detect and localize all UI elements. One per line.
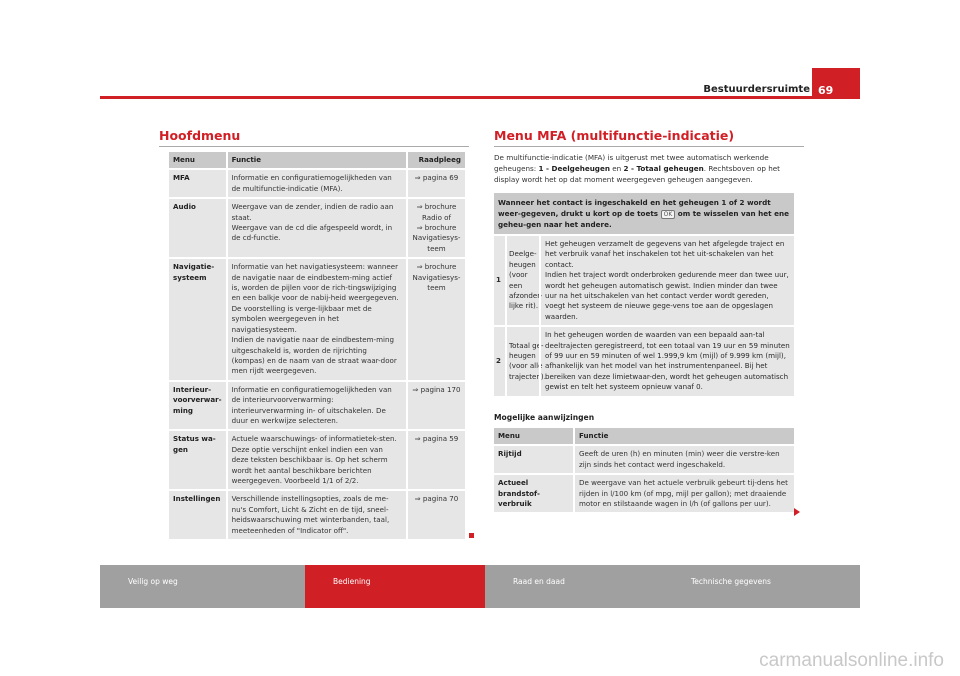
page-number: 69 <box>812 68 860 99</box>
memory-description: Het geheugen verzamelt de gegevens van het afgelegde traject en het verbruik vanaf het inschakelen tot het uit-schakelen van het contact. Indien het traject wordt onderbroken gedurende meer dan twee uur, wordt het geheugen automatisch gewist. Indien minder dan twee uur na het uitschakelen van het contact verder wordt gereden, voegt het systeem de nieuwe gege-vens toe aan de opgeslagen waarden. <box>539 236 794 325</box>
column-header-menu: Menu <box>169 152 227 169</box>
continue-arrow-icon <box>794 508 800 516</box>
memory-name: Deelge- heugen (voor een afzonder-lijke rit). <box>505 236 539 325</box>
column-header-functie: Functie <box>227 152 407 169</box>
watermark: carmanualsonline.info <box>759 650 944 671</box>
cell-functie: Geeft de uren (h) en minuten (min) weer die verstre-ken zijn sinds het contact werd ingeschakeld. <box>574 445 794 474</box>
page-header-title: Bestuurdersruimte <box>703 84 810 95</box>
memory-1-term: 1 - Deelgeheugen <box>538 164 610 173</box>
footer-tab-raad-en-daad[interactable]: Raad en daad <box>485 565 663 608</box>
cell-functie: Actuele waarschuwings- of informatietek-sten. Deze optie verschijnt enkel indien een van deze teksten beschikbaar is. Op het scherm wordt het aantal beschikbare berichten weergegeven. Voorbeeld 1/1 of 2/2. <box>227 430 407 490</box>
cell-menu: Rijtijd <box>494 445 574 474</box>
header-text: Wanneer het contact is ingeschakeld en het geheugen 1 of 2 wordt weer-gegeven, drukt u kort op de toets <box>498 198 771 218</box>
cell-functie: Informatie en configuratiemogelijkheden van de multifunctie-indicatie (MFA). <box>227 169 407 198</box>
header-rule <box>100 96 860 99</box>
intro-text: De multifunctie-indicatie (MFA) is uitgerust met twee automatisch werkende geheugens: <box>494 153 769 173</box>
memory-2-term: 2 - Totaal geheugen <box>623 164 704 173</box>
memory-name: Totaal ge- heugen (voor alle trajecten). <box>505 327 539 395</box>
column-header-raadpleeg: Raadpleeg <box>407 152 465 169</box>
section-end-marker <box>469 533 474 538</box>
intro-text-join: en <box>609 164 624 173</box>
cell-menu: Actueel brandstof- verbruik <box>494 474 574 512</box>
cell-raadpleeg[interactable]: ⇒ pagina 69 <box>407 169 465 198</box>
indications-table <box>494 428 794 512</box>
footer-tab-veilig-op-weg[interactable]: Veilig op weg <box>100 565 305 608</box>
cell-menu: Interieur- voorverwar- ming <box>169 381 227 431</box>
memory-row <box>494 325 794 395</box>
table-header-row <box>494 428 794 445</box>
intro-paragraph <box>494 152 794 185</box>
table-row <box>494 445 794 474</box>
section-title-menu-mfa: Menu MFA (multifunctie-indicatie) <box>494 128 735 143</box>
cell-menu: Status wa- gen <box>169 430 227 490</box>
cell-raadpleeg[interactable]: ⇒ pagina 59 <box>407 430 465 490</box>
table-row <box>169 258 465 380</box>
footer-nav <box>100 565 860 608</box>
table-header-row <box>169 152 465 169</box>
main-menu-table <box>169 152 465 539</box>
section-rule-right <box>494 146 804 147</box>
cell-raadpleeg[interactable]: ⇒ pagina 170 <box>407 381 465 431</box>
cell-menu: Navigatie- systeem <box>169 258 227 380</box>
table-row <box>169 198 465 258</box>
memory-number: 2 <box>496 356 501 366</box>
cell-functie: Weergave van de zender, indien de radio aan staat. Weergave van de cd die afgespeeld wordt, in de cd-functie. <box>227 198 407 258</box>
subsection-title: Mogelijke aanwijzingen <box>494 413 595 422</box>
section-title-hoofdmenu: Hoofdmenu <box>159 128 241 143</box>
table-row <box>169 490 465 539</box>
memory-info-box <box>494 193 794 396</box>
memory-description: In het geheugen worden de waarden van een bepaald aan-tal deeltrajecten geregistreerd, tot een totaal van 19 uur en 59 minuten of 99 uur en 59 minuten of wel 1.999,9 km (mijl) of 9.999 km (mijl), afhankelijk van het model van het instrumentenpaneel. Bij het bereiken van deze limietwaar-den, wordt het geheugen automatisch gewist en telt het systeem opnieuw vanaf 0. <box>539 327 794 395</box>
header-text-end: om te wisselen van het ene geheu-gen naar het andere. <box>498 209 789 229</box>
cell-functie: Informatie van het navigatiesysteem: wanneer de navigatie naar de eindbestem-ming actief is, worden de pijlen voor de rich-tingswijziging en een balkje voor de nabij-heid weergegeven. De voorstelling is verge-lijkbaar met de symbolen weergegeven in het navigatiesysteem. Indien de navigatie naar de eindbestem-ming uitgeschakeld is, worden de rijrichting (kompas) en de naam van de straat waar-door men rijdt weergegeven. <box>227 258 407 380</box>
section-rule-left <box>159 146 469 147</box>
cell-functie: Informatie en configuratiemogelijkheden van de interieurvoorverwarming: interieurverwarming in- of uitschakelen. De duur en werkwijze selecteren. <box>227 381 407 431</box>
cell-raadpleeg[interactable]: ⇒ brochure Navigatiesys-teem <box>407 258 465 380</box>
cell-menu: Audio <box>169 198 227 258</box>
memory-info-header <box>494 193 794 234</box>
footer-tab-bediening[interactable]: Bediening <box>305 565 485 608</box>
intro-text-end: . Rechtsboven op het display wordt het op dat moment weergegeven geheugen aangegeven. <box>494 164 780 184</box>
cell-functie: Verschillende instellingsopties, zoals de me-nu's Comfort, Licht & Zicht en de tijd, sneel-heidswaarschuwing met winterbanden, taal, meeteenheden of "Indicator off". <box>227 490 407 539</box>
table-row <box>494 474 794 512</box>
cell-menu: Instellingen <box>169 490 227 539</box>
ok-key-icon: OK <box>661 210 676 219</box>
memory-number: 1 <box>496 275 501 285</box>
memory-row <box>494 234 794 325</box>
table-row <box>169 169 465 198</box>
cell-menu: MFA <box>169 169 227 198</box>
table-row <box>169 381 465 431</box>
cell-raadpleeg[interactable]: ⇒ pagina 70 <box>407 490 465 539</box>
cell-raadpleeg[interactable]: ⇒ brochure Radio of ⇒ brochure Navigatiesys-teem <box>407 198 465 258</box>
cell-functie: De weergave van het actuele verbruik gebeurt tij-dens het rijden in l/100 km (of mpg, mijl per gallon); met draaiende motor en stilstaande wagen in l/h (of gallons per uur). <box>574 474 794 512</box>
footer-tab-technische-gegevens[interactable]: Technische gegevens <box>663 565 860 608</box>
table-row <box>169 430 465 490</box>
column-header-menu: Menu <box>494 428 574 445</box>
column-header-functie: Functie <box>574 428 794 445</box>
